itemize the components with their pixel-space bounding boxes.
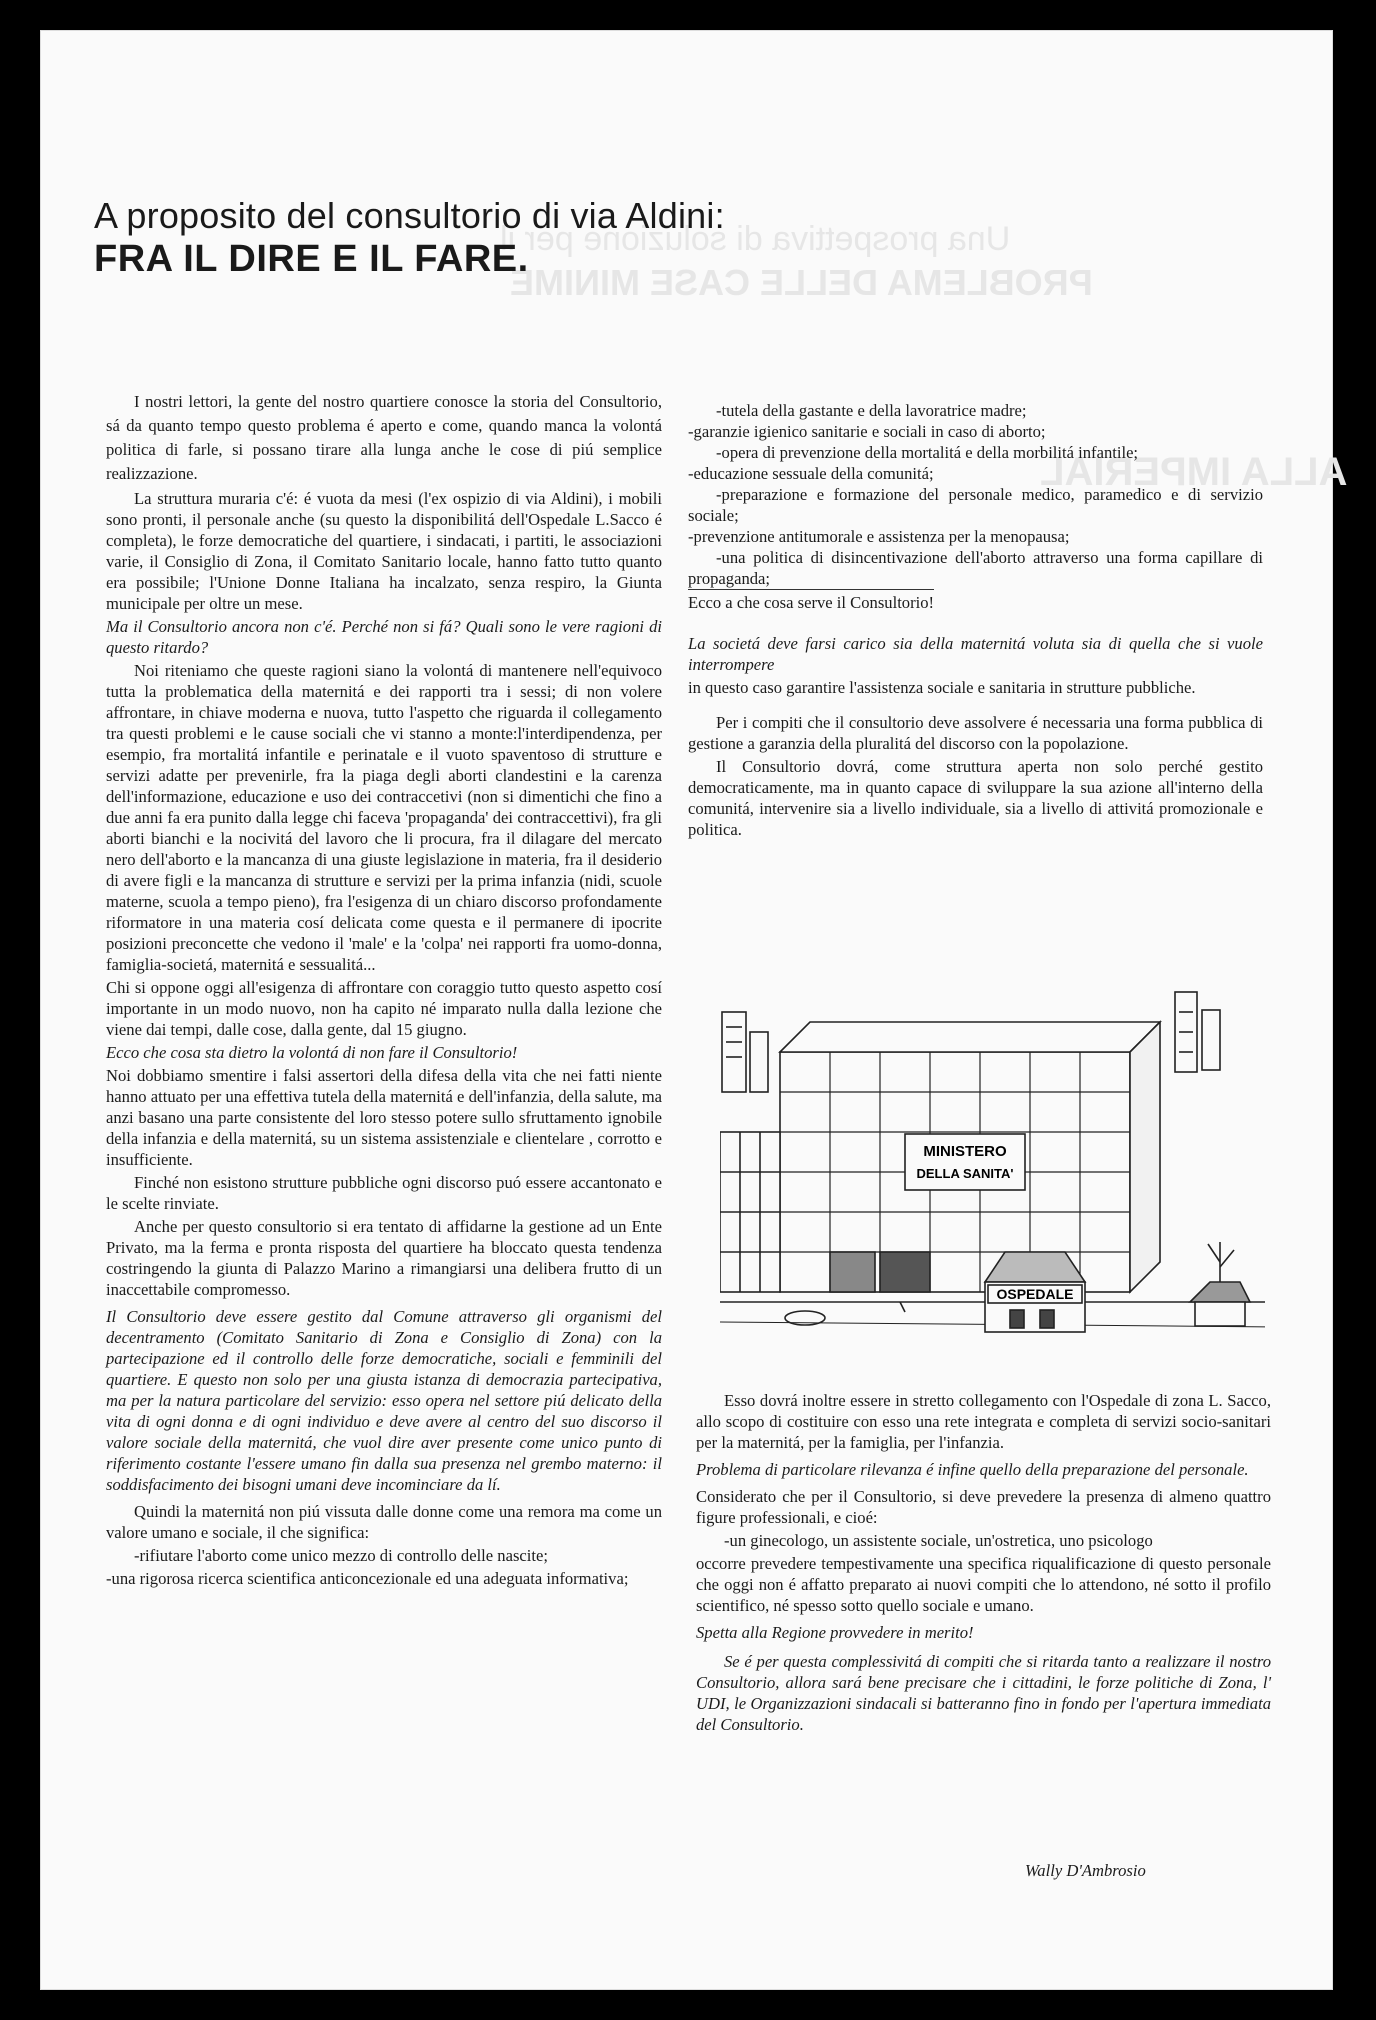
paragraph: La struttura muraria c'é: é vuota da mesi (l'ex ospizio di via Aldini), i mobili sono pronti, il personale anche (su questo la disponibilitá dell'Ospedale L.Sacco é completa), le forze democratiche del quartiere, i sindacati, i partiti, le associazioni varie, il Consiglio di Zona, il Comitato Sanitario locale, hanno fatto tutto quanto era possibile; l'Unione Donne Italiana ha incalzato, senza respiro, la Giunta municipale per oltre un mese.: [106, 489, 662, 613]
list-item: -una politica di disincentivazione dell'aborto attraverso una forma capillare di propaganda;: [688, 548, 1263, 588]
paragraph: Esso dovrá inoltre essere in stretto collegamento con l'Ospedale di zona L. Sacco, allo scopo di costituire con esso una rete integrata e completa di servizi socio-sanitari per la maternitá, per la famiglia, per l'infanzia.: [696, 1391, 1271, 1452]
show-through-heading: ALLA IMPERIAL: [1040, 450, 1348, 494]
paragraph: Il Consultorio dovrá, come struttura aperta non solo perché gestito democraticamente, ma in quanto capace di sviluppare la sua azione all'interno della comunitá, intervenire sia a livello individuale, sia a livello di attivitá promozionale e politica.: [688, 757, 1263, 839]
paragraph: Finché non esistono strutture pubbliche ogni discorso puó essere accantonato e le scelte rinviate.: [106, 1173, 662, 1213]
headline-line-1: A proposito del consultorio di via Aldini:: [94, 195, 725, 236]
ministry-sign-line-2: DELLA SANITA': [916, 1166, 1014, 1181]
list-item: -una rigorosa ricerca scientifica anticoncezionale ed una adeguata informativa;: [106, 1569, 629, 1588]
show-through-heading: PROBLEMA DELLE CASE MINIME: [510, 262, 1093, 303]
list-item: -un ginecologo, un assistente sociale, un'ostretica, uno psicologo: [724, 1531, 1153, 1550]
paragraph: La societá deve farsi carico sia della maternitá voluta sia di quella che si vuole interrompere: [688, 634, 1263, 674]
paragraph: Chi si oppone oggi all'esigenza di affrontare con coraggio tutto questo aspetto cosí importante in un modo nuovo, non ha capito né imparato nulla dalla lezione che viene dai tempi, dalle cose, dalla gente, dal 15 giugno.: [106, 978, 662, 1039]
author-signature: Wally D'Ambrosio: [1025, 1861, 1146, 1880]
left-column: [106, 390, 662, 1591]
right-column-top: [688, 400, 1263, 842]
show-through-heading: Una prospettiva di soluzione per il: [500, 220, 1011, 258]
ministry-building-illustration: [720, 982, 1265, 1354]
paragraph: Anche per questo consultorio si era tentato di affidarne la gestione ad un Ente Privato, ma la ferma e pronta risposta del quartiere ha bloccato questa tendenza costringendo la giunta di Palazzo Marino a rimangiarsi una delibera frutto di un inaccettabile compromesso.: [106, 1217, 662, 1299]
paragraph: Noi riteniamo che queste ragioni siano la volontá di mantenere nell'equivoco tutta la problematica della maternitá e dei rapporti tra i sessi; di non volere affrontare, in chiave moderna e nuova, tutto l'aspetto che riguarda il collegamento tra questi problemi e le cause sociali che vi stanno a monte:l'interdipendenza, per esempio, fra mortalitá infantile e perinatale e il vuoto spaventoso di strutture e servizi adatte per prevenirle, fra la piaga degli aborti clandestini e la carenza dell'informazione, educazione e uso dei contraccetivi (non si dimentichi che fino a due anni fa era punito dalla legge chi faceva 'propaganda' dei contraccettivi), fra gli aborti bianchi e la nocivitá del lavoro che li procura, fra il dilagare del mercato nero dell'aborto e la mancanza di una giuste legislazione in materia, fra il desiderio di avere figli e la mancanza di strutture e servizi per la prima infanzia (nidi, scuole materne, scuola a tempo pieno), fra l'esigenza di un chiaro discorso profondamente riformatore in una materia cosí delicata come questa e il permanere di ipocrite posizioni preconcette che vedono il 'male' e la 'colpa' nei rapporti fra uomo-donna, famiglia-societá, maternitá e sessualitá...: [106, 661, 662, 974]
paragraph: Problema di particolare rilevanza é infine quello della preparazione del personale.: [696, 1460, 1249, 1479]
list-item: -opera di prevenzione della mortalitá e della morbilitá infantile;: [716, 443, 1139, 462]
paragraph: Quindi la maternitá non piú vissuta dalle donne come una remora ma come un valore umano e sociale, il che significa:: [106, 1502, 662, 1542]
ministry-sign-line-1: MINISTERO: [923, 1143, 1007, 1160]
list-item: -preparazione e formazione del personale medico, paramedico e di servizio sociale;: [688, 485, 1263, 525]
paragraph: Ecco che cosa sta dietro la volontá di non fare il Consultorio!: [106, 1043, 518, 1062]
paragraph: occorre prevedere tempestivamente una specifica riqualificazione di questo personale che oggi non é affatto preparato ai nuovi compiti che lo attendono, né sotto il profilo scientifico, né spesso sotto quello sociale e umano.: [696, 1554, 1271, 1615]
list-item: -prevenzione antitumorale e assistenza per la menopausa;: [688, 527, 1070, 546]
paragraph: Ma il Consultorio ancora non c'é. Perché non si fá? Quali sono le vere ragioni di questo ritardo?: [106, 617, 662, 657]
paragraph: I nostri lettori, la gente del nostro quartiere conosce la storia del Consultorio, sá da quanto tempo questo problema é aperto e come, quando manca la volontá politica di farle, si possano tirare alla lunga anche le cose di piú semplice realizzazione.: [106, 392, 662, 483]
headline-line-2: FRA IL DIRE E IL FARE.: [94, 238, 529, 280]
paragraph: Se é per questa complessivitá di compiti che si ritarda tanto a realizzare il nostro Consultorio, allora sará bene precisare che i cittadini, le forze politiche di Zona, l' UDI, le Organizzazioni sindacali si batteranno fino in fondo per l'apertura immediata del Consultorio.: [696, 1652, 1271, 1734]
paragraph: in questo caso garantire l'assistenza sociale e sanitaria in strutture pubbliche.: [688, 678, 1196, 697]
paragraph: Il Consultorio deve essere gestito dal Comune attraverso gli organismi del decentramento (Comitato Sanitario di Zona e Consiglio di Zona) con la partecipazione ed il controllo delle forze democratiche, sociali e femminili del quartiere. E questo non solo per una giusta istanza di democrazia partecipativa, ma per la natura particolare del servizio: esso opera nel settore piú delicato della vita di ogni donna e di ogni individuo e deve avere al centro del suo discorso il valore sociale della maternitá, che vuol dire aver presente come unico punto di riferimento costante l'essere umano fin dalla sua presenza nel grembo materno: il soddisfacimento dei bisogni umani deve incominciare da lí.: [106, 1307, 662, 1494]
paragraph: Spetta alla Regione provvedere in merito!: [696, 1623, 974, 1642]
list-item: -tutela della gastante e della lavoratrice madre;: [716, 401, 1027, 420]
hospital-sign: OSPEDALE: [996, 1286, 1074, 1302]
paragraph: Per i compiti che il consultorio deve assolvere é necessaria una forma pubblica di gestione a garanzia della pluralitá del discorso con la popolazione.: [688, 713, 1263, 753]
newspaper-page: [40, 30, 1348, 1990]
paragraph: Noi dobbiamo smentire i falsi assertori della difesa della vita che nei fatti niente hanno attuato per una effettiva tutela della maternitá e dell'infanzia, della salute, ma anzi basano una parte consistente del loro stesso potere sullo sfruttamento ignobile della infanzia e della maternitá, su un sistema assistenziale e clientelare , corrotto e insufficiente.: [106, 1066, 662, 1169]
list-closing: Ecco a che cosa serve il Consultorio!: [688, 589, 934, 613]
list-item: -garanzie igienico sanitarie e sociali in caso di aborto;: [688, 422, 1046, 441]
right-column-bottom: [696, 1390, 1271, 1737]
paragraph: Considerato che per il Consultorio, si deve prevedere la presenza di almeno quattro figure professionali, e cioé:: [696, 1487, 1271, 1527]
list-item: -rifiutare l'aborto come unico mezzo di controllo delle nascite;: [134, 1546, 548, 1565]
list-item: -educazione sessuale della comunitá;: [688, 464, 934, 483]
